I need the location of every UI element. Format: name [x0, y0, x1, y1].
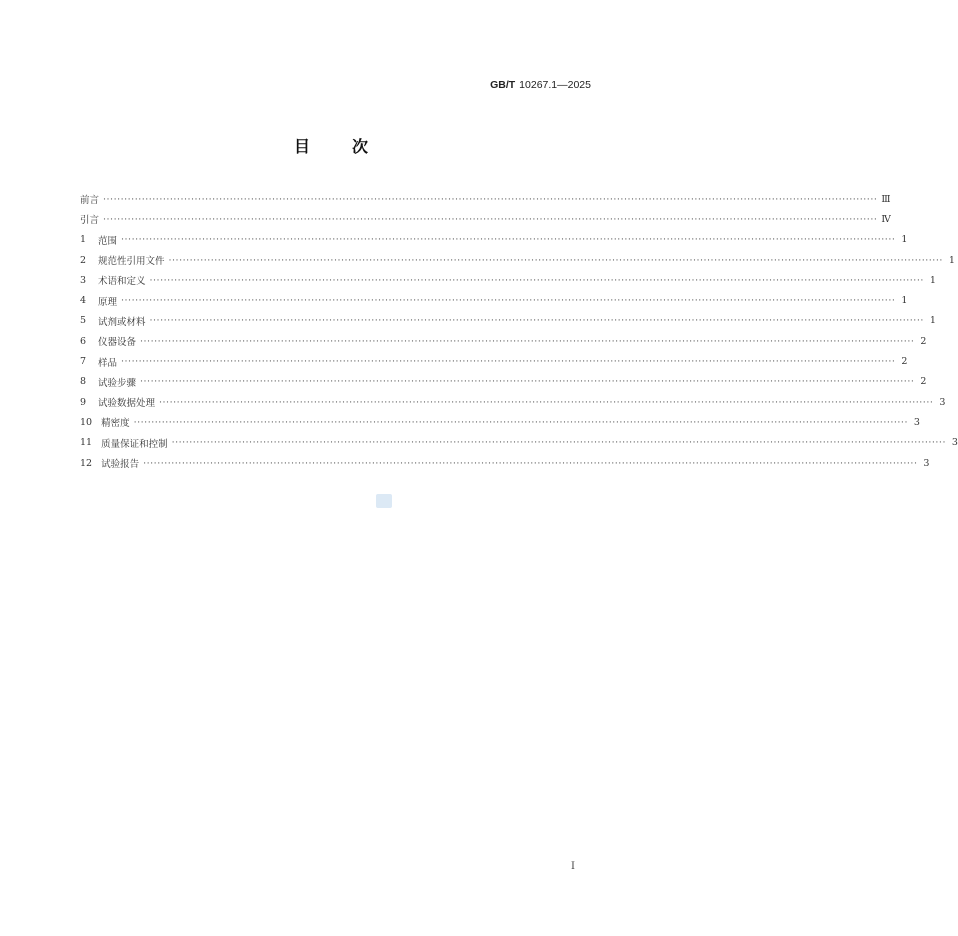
toc-entry-number: 5 — [80, 315, 87, 327]
toc-entry-number: 11 — [80, 437, 93, 449]
toc-entry-label: 术语和定义 — [98, 276, 146, 288]
toc-entry[interactable] — [80, 270, 936, 290]
standard-code: GB/T — [490, 79, 516, 91]
toc-entry-number: 2 — [80, 254, 87, 266]
toc-entry[interactable] — [80, 433, 958, 453]
toc-entry[interactable] — [80, 453, 930, 473]
toc-leader-dots: ···························································································································································································································· — [159, 396, 934, 408]
toc-entry-page: 2 — [901, 356, 908, 368]
toc-entry-page: 1 — [948, 254, 955, 266]
toc-entry-label: 仪器设备 — [98, 337, 137, 349]
toc-leader-dots: ···························································································································································································································· — [121, 295, 896, 307]
toc-entry-label: 试剂或材料 — [98, 316, 146, 328]
toc-leader-dots: ···························································································································································································································· — [143, 457, 918, 469]
toc-leader-dots: ···························································································································································································································· — [103, 193, 878, 205]
watermark-logo — [376, 494, 392, 508]
toc-entry[interactable] — [80, 372, 927, 392]
toc-entry-page: 2 — [920, 376, 927, 388]
toc-entry[interactable] — [80, 392, 946, 412]
toc-entry-page: 1 — [929, 274, 936, 286]
toc-entry-label: 试验步骤 — [98, 377, 137, 389]
toc-entry-page: 3 — [923, 457, 930, 469]
toc-entry-page: 2 — [920, 335, 927, 347]
toc-title-char-2: 次 — [352, 137, 369, 156]
toc-entry-page: 3 — [951, 437, 958, 449]
toc-leader-dots: ···························································································································································································································· — [103, 213, 878, 225]
toc-entry-number: 9 — [80, 396, 87, 408]
toc-leader-dots: ···························································································································································································································· — [171, 437, 946, 449]
toc-leader-dots: ···························································································································································································································· — [121, 234, 896, 246]
toc-leader-dots: ···························································································································································································································· — [149, 274, 924, 286]
toc-entry-label: 试验数据处理 — [98, 398, 156, 410]
toc-entry-number: 10 — [80, 416, 93, 428]
toc-entry[interactable] — [80, 311, 936, 331]
standard-number — [490, 79, 591, 91]
toc-entry-label: 质量保证和控制 — [101, 438, 168, 450]
toc-entry[interactable] — [80, 189, 891, 209]
toc-entry-label: 范围 — [98, 235, 118, 247]
toc-entry-page: 3 — [913, 416, 920, 428]
toc-entry-number: 8 — [80, 376, 87, 388]
page-number: I — [571, 861, 575, 872]
standard-id: 10267.1—2025 — [519, 79, 591, 91]
toc-entry-label: 精密度 — [101, 418, 130, 430]
toc-leader-dots: ···························································································································································································································· — [121, 356, 896, 368]
toc-entry[interactable] — [80, 209, 891, 229]
toc-entry-label: 规范性引用文件 — [98, 256, 165, 268]
toc-leader-dots: ···························································································································································································································· — [140, 376, 915, 388]
toc-entry-page: 3 — [939, 396, 946, 408]
toc-entry-label: 原理 — [98, 296, 118, 308]
toc-entry-page: Ⅲ — [881, 193, 891, 205]
toc-entry-label: 样品 — [98, 357, 118, 369]
toc-entry[interactable] — [80, 230, 908, 250]
toc-entry-label: 前言 — [80, 195, 100, 207]
toc-entry-page: 1 — [901, 234, 908, 246]
toc-entry[interactable] — [80, 351, 908, 371]
toc-entry-number: 12 — [80, 457, 93, 469]
toc-leader-dots: ···························································································································································································································· — [133, 416, 908, 428]
toc-title — [0, 134, 662, 157]
toc-entry-page: Ⅳ — [881, 213, 891, 225]
toc-entry-label: 试验报告 — [101, 459, 140, 470]
toc-entry[interactable] — [80, 331, 927, 351]
toc-entry-page: 1 — [901, 295, 908, 307]
toc-entry-label: 引言 — [80, 215, 100, 227]
toc-leader-dots: ···························································································································································································································· — [140, 335, 915, 347]
toc-entry-number: 1 — [80, 234, 87, 246]
toc-entry-number: 4 — [80, 295, 87, 307]
toc-entry-number: 6 — [80, 335, 87, 347]
toc-entry[interactable] — [80, 250, 955, 270]
table-of-contents — [80, 189, 958, 473]
toc-entry-page: 1 — [929, 315, 936, 327]
toc-entry[interactable] — [80, 290, 908, 310]
toc-leader-dots: ···························································································································································································································· — [168, 254, 943, 266]
toc-entry[interactable] — [80, 412, 920, 432]
toc-title-char-1: 目 — [293, 137, 310, 156]
toc-leader-dots: ···························································································································································································································· — [149, 315, 924, 327]
toc-entry-number: 3 — [80, 274, 87, 286]
toc-entry-number: 7 — [80, 356, 87, 368]
